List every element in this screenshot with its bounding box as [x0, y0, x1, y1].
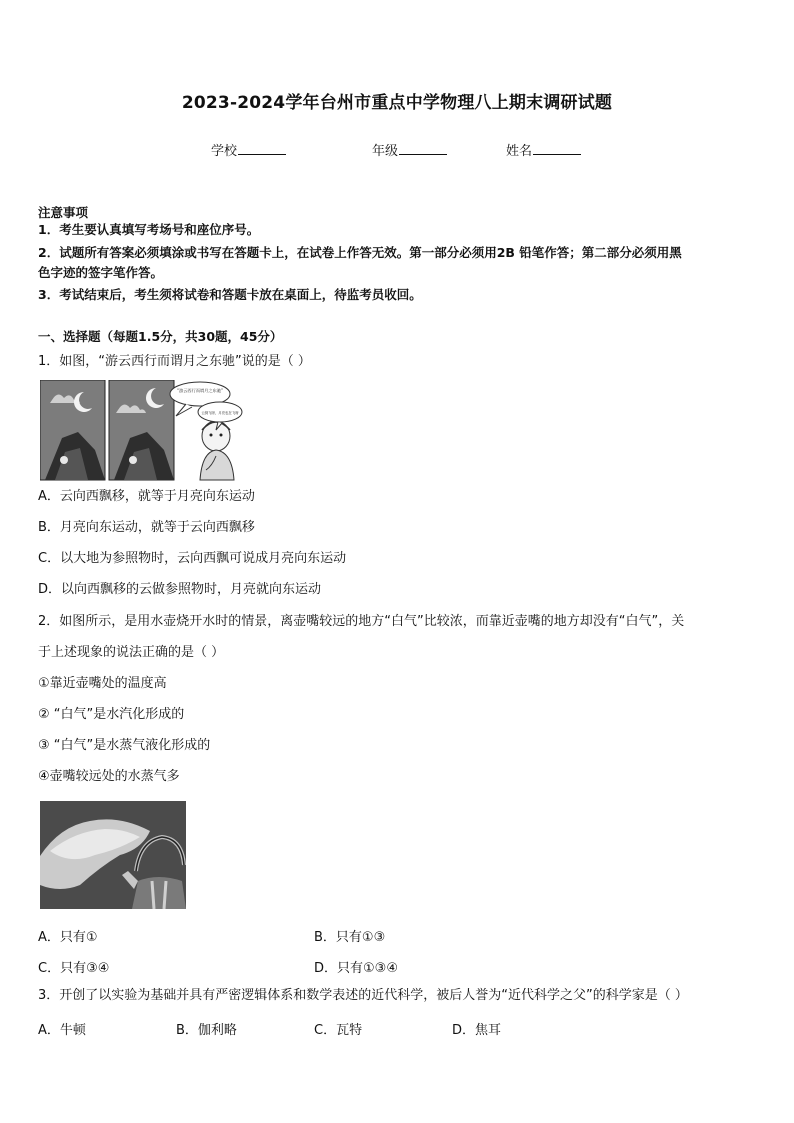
school-blank[interactable]: [238, 141, 286, 155]
question-3-stem: 3．开创了以实验为基础并具有严密逻辑体系和数学表述的近代科学，被后人誉为“近代科学之父”的科学家是（ ）: [38, 988, 688, 1003]
question-1-option-a[interactable]: A．云向西飘移，就等于月亮向东运动: [38, 489, 255, 504]
exam-title: 2023-2024学年台州市重点中学物理八上期末调研试题: [181, 93, 613, 113]
question-1-figure: [40, 380, 245, 482]
note-item: 2．试题所有答案必须填涂或书写在答题卡上，在试卷上作答无效。第一部分必须用2B 铅笔作答；第二部分必须用黑: [38, 245, 682, 260]
question-3-option-b[interactable]: B．伽利略: [176, 1023, 237, 1038]
grade-field[interactable]: [372, 140, 447, 159]
question-2-option-d[interactable]: D．只有①③④: [314, 961, 398, 976]
student-info-row: [0, 140, 794, 160]
cartoon-bubble-text-2: 云倒飞呀，月亮也在飞呀: [201, 411, 239, 415]
note-item: 色字迹的签字笔作答。: [38, 265, 164, 280]
question-2-stem-line-1: 2．如图所示，是用水壶烧开水时的情景，离壶嘴较远的地方“白气”比较浓，而靠近壶嘴的地方却没有“白气”，关: [38, 614, 685, 629]
grade-blank[interactable]: [399, 141, 447, 155]
question-2-figure: [40, 801, 186, 909]
question-1-stem: 1．如图，“游云西行而谓月之东驰”说的是（ ）: [38, 354, 311, 369]
note-item: 1．考生要认真填写考场号和座位序号。: [38, 222, 260, 237]
school-field[interactable]: [211, 140, 286, 159]
question-3-option-c[interactable]: C．瓦特: [314, 1023, 363, 1038]
question-3-option-a[interactable]: A．牛顿: [38, 1023, 86, 1038]
question-2-statement: ①靠近壶嘴处的温度高: [38, 676, 167, 691]
question-2-stem-line-2: 于上述现象的说法正确的是（ ）: [38, 645, 225, 660]
school-label: 学校: [211, 144, 238, 159]
question-2-statement: ② “白气”是水汽化形成的: [38, 707, 185, 722]
name-label: 姓名: [506, 144, 533, 159]
cartoon-bubble-text-1: “游云西行而谓月之东驰”: [176, 388, 224, 393]
cartoon-figure: [40, 380, 245, 482]
question-2-option-b[interactable]: B．只有①③: [314, 930, 386, 945]
question-1-option-d[interactable]: D．以向西飘移的云做参照物时，月亮就向东运动: [38, 582, 322, 597]
question-2-statement: ③ “白气”是水蒸气液化形成的: [38, 738, 211, 753]
question-1-option-b[interactable]: B．月亮向东运动，就等于云向西飘移: [38, 520, 255, 535]
question-2-option-c[interactable]: C．只有③④: [38, 961, 110, 976]
question-3-option-d[interactable]: D．焦耳: [452, 1023, 502, 1038]
grade-label: 年级: [372, 144, 399, 159]
name-field[interactable]: [506, 140, 581, 159]
question-1-option-c[interactable]: C．以大地为参照物时，云向西飘可说成月亮向东运动: [38, 551, 347, 566]
kettle-steam-photo: [40, 801, 186, 909]
note-item: 3．考试结束后，考生须将试卷和答题卡放在桌面上，待监考员收回。: [38, 287, 422, 302]
section-heading: 一、选择题（每题1.5分，共30题，45分）: [38, 329, 283, 344]
question-2-statement: ④壶嘴较远处的水蒸气多: [38, 769, 180, 784]
question-2-option-a[interactable]: A．只有①: [38, 930, 98, 945]
name-blank[interactable]: [533, 141, 581, 155]
notes-heading: 注意事项: [38, 205, 89, 220]
